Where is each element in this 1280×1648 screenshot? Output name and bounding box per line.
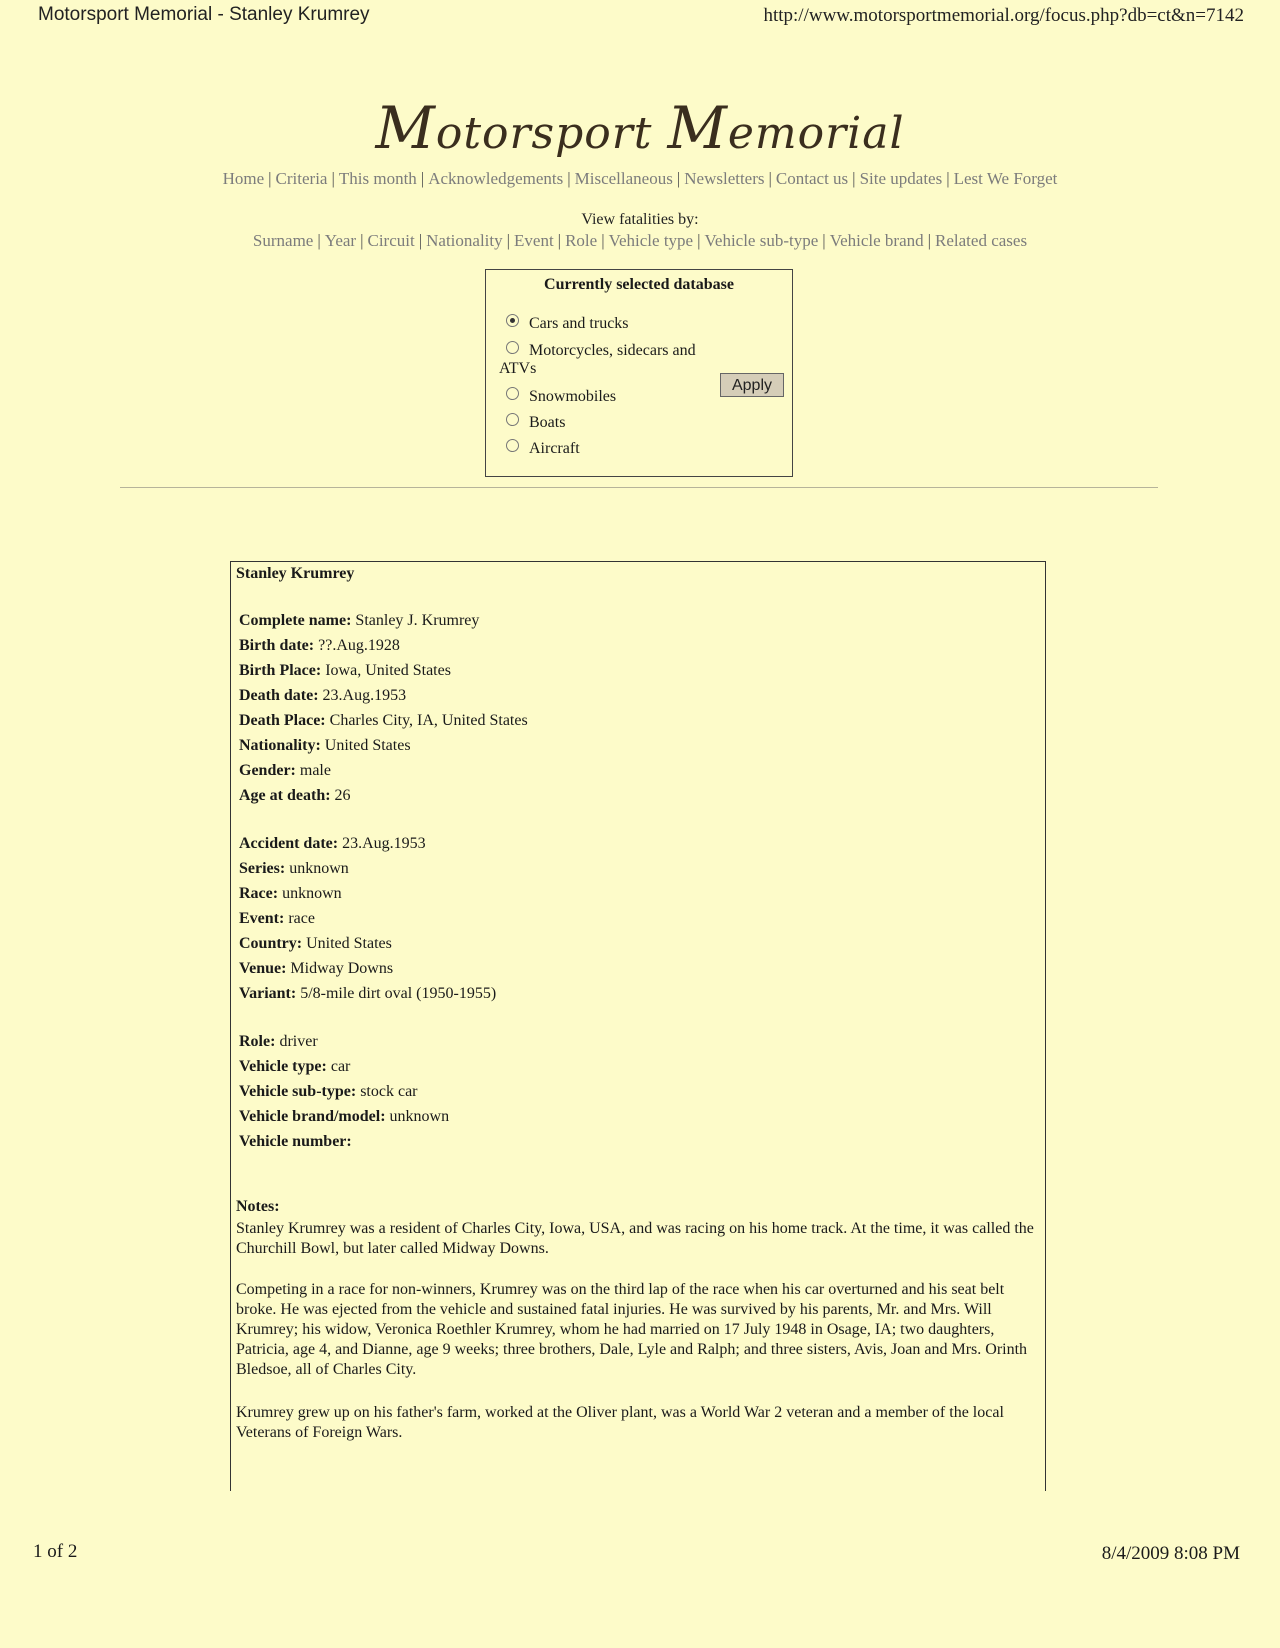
notes-paragraph: Krumrey grew up on his father's farm, worked at the Oliver plant, was a World War 2 veteran and a member of the local Veterans of Foreign Wars. [236, 1404, 1004, 1441]
radio-icon[interactable] [506, 413, 519, 426]
field-accident-date: Accident date: 23.Aug.1953 [239, 835, 426, 852]
view-by-nav: Surname | Year | Circuit | Nationality | Event | Role | Vehicle type | Vehicle sub-type | Vehicle brand | Related cases [252, 231, 1028, 250]
radio-icon[interactable] [506, 341, 519, 354]
view-year-link[interactable]: Year [324, 231, 357, 250]
notes-label: Notes: [236, 1198, 280, 1215]
db-option-snowmobiles[interactable]: Snowmobiles [506, 387, 616, 406]
print-footer-datetime: 8/4/2009 8:08 PM [1101, 1543, 1240, 1564]
nav-contact-link[interactable]: Contact us [775, 169, 849, 188]
nav-site-updates-link[interactable]: Site updates [859, 169, 943, 188]
main-nav: Home | Criteria | This month | Acknowledgements | Miscellaneous | Newsletters | Contact us | Site updates | Lest We Forget [222, 169, 1058, 188]
field-series: Series: unknown [239, 860, 349, 877]
nav-home-link[interactable]: Home [222, 169, 265, 188]
field-birth-place: Birth Place: Iowa, United States [239, 662, 451, 679]
notes-paragraph: Competing in a race for non-winners, Krumrey was on the third lap of the race when his car overturned and his seat belt broke. He was ejected from the vehicle and sustained fatal injuries. He was survived by his parents, Mr. and Mrs. Will Krumrey; his widow, Veronica Roethler Krumrey, whom he had married on 17 July 1948 in Osage, IA; two daughters, Patricia, age 4, and Dianne, age 9 weeks; three brothers, Dale, Lyle and Ralph; and three sisters, Avis, Joan and Mrs. Orinth Bledsoe, all of Charles City. [236, 1281, 1028, 1378]
field-vehicle-sub-type: Vehicle sub-type: stock car [239, 1083, 418, 1100]
view-circuit-link[interactable]: Circuit [367, 231, 415, 250]
field-role: Role: driver [239, 1033, 318, 1050]
field-death-place: Death Place: Charles City, IA, United States [239, 712, 528, 729]
view-by-label: View fatalities by: [581, 211, 699, 228]
nav-this-month-link[interactable]: This month [338, 169, 417, 188]
field-event: Event: race [239, 910, 315, 927]
radio-icon[interactable] [506, 387, 519, 400]
db-option-motorcycles[interactable]: Motorcycles, sidecars and [506, 341, 696, 360]
field-complete-name: Complete name: Stanley J. Krumrey [239, 612, 480, 629]
print-header-url: http://www.motorsportmemorial.org/focus.php?db=ct&n=7142 [763, 5, 1244, 26]
field-variant: Variant: 5/8-mile dirt oval (1950-1955) [239, 985, 497, 1002]
field-race: Race: unknown [239, 885, 342, 902]
field-country: Country: United States [239, 935, 392, 952]
view-vehicle-sub-type-link[interactable]: Vehicle sub-type [704, 231, 819, 250]
nav-miscellaneous-link[interactable]: Miscellaneous [574, 169, 673, 188]
field-nationality: Nationality: United States [239, 737, 411, 754]
nav-newsletters-link[interactable]: Newsletters [684, 169, 765, 188]
section-divider [120, 487, 1158, 488]
site-logo[interactable]: Motorsport Memorial [375, 94, 905, 162]
field-venue: Venue: Midway Downs [239, 960, 394, 977]
database-selector-title: Currently selected database [544, 276, 734, 293]
db-option-motorcycles-continued: ATVs [499, 360, 537, 377]
db-option-aircraft[interactable]: Aircraft [506, 439, 580, 458]
nav-criteria-link[interactable]: Criteria [275, 169, 328, 188]
record-name: Stanley Krumrey [236, 565, 355, 582]
field-vehicle-brand-model: Vehicle brand/model: unknown [239, 1108, 450, 1125]
apply-button[interactable]: Apply [720, 373, 784, 397]
nav-lest-we-forget-link[interactable]: Lest We Forget [953, 169, 1058, 188]
field-death-date: Death date: 23.Aug.1953 [239, 687, 407, 704]
field-birth-date: Birth date: ??.Aug.1928 [239, 637, 400, 654]
view-vehicle-brand-link[interactable]: Vehicle brand [829, 231, 924, 250]
print-footer-page: 1 of 2 [33, 1541, 78, 1562]
field-vehicle-type: Vehicle type: car [239, 1058, 351, 1075]
db-option-boats[interactable]: Boats [506, 413, 565, 432]
view-nationality-link[interactable]: Nationality [426, 231, 503, 250]
view-role-link[interactable]: Role [565, 231, 598, 250]
radio-icon[interactable] [506, 439, 519, 452]
notes-paragraph: Stanley Krumrey was a resident of Charles City, Iowa, USA, and was racing on his home track. At the time, it was called the Churchill Bowl, but later called Midway Downs. [236, 1220, 1034, 1257]
view-surname-link[interactable]: Surname [252, 231, 314, 250]
view-related-cases-link[interactable]: Related cases [935, 231, 1028, 250]
db-option-cars-trucks[interactable]: Cars and trucks [506, 314, 629, 333]
view-vehicle-type-link[interactable]: Vehicle type [608, 231, 694, 250]
field-age-at-death: Age at death: 26 [239, 787, 351, 804]
field-gender: Gender: male [239, 762, 331, 779]
radio-selected-icon[interactable] [506, 314, 519, 327]
view-event-link[interactable]: Event [514, 231, 554, 250]
fatality-record [230, 561, 1046, 1491]
field-vehicle-number: Vehicle number: [239, 1133, 352, 1150]
print-header-title: Motorsport Memorial - Stanley Krumrey [38, 4, 370, 25]
nav-acknowledgements-link[interactable]: Acknowledgements [428, 169, 564, 188]
database-selector [485, 269, 793, 477]
